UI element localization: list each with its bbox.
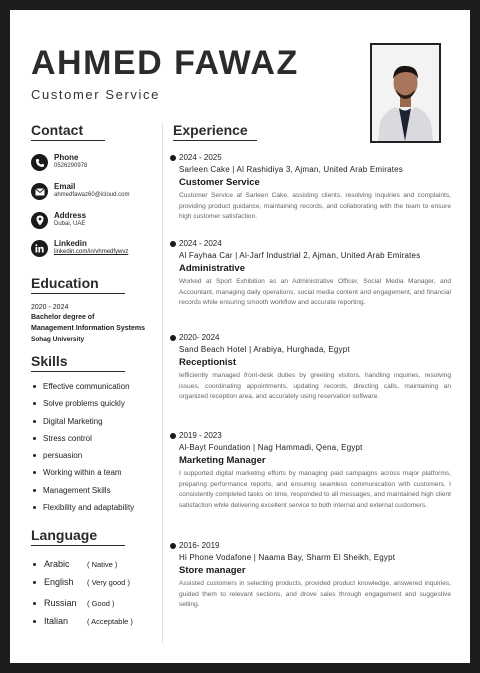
skills-heading: Skills [31,353,68,369]
education-degree: Bachelor degree of [31,314,95,321]
experience-company: Sand Beach Hotel | Arabiya, Hurghada, Egypt [179,345,350,354]
linkedin-icon [31,240,48,257]
resume-page [10,10,470,663]
experience-description: Worked at Sport Exhibition as an Administrative Officer, Social Media Manager, and Accountant, managing daily operations, social media content and engagement, and financial records while ensuring smooth workflow and accurate reporting. [179,278,451,306]
address-value: Dubai, UAE [54,221,86,227]
experience-date: 2024 - 2024 [179,239,222,248]
envelope-icon [31,183,48,200]
language-name: Russian [44,598,77,608]
education-school: Sohag University [31,336,85,343]
language-name: English [44,577,74,587]
phone-label: Phone [54,153,79,162]
bullet-icon [33,602,36,605]
timeline-dot [170,241,176,247]
experience-company: Al Fayhaa Car | Al-Jarf Industrial 2, Ajman, United Arab Emirates [179,251,421,260]
email-label: Email [54,182,76,191]
experience-date: 2019 - 2023 [179,431,222,440]
experience-date: 2016- 2019 [179,541,220,550]
timeline-dot [170,543,176,549]
experience-description: Iefficiently managed front-desk duties by greeting visitors, handling inquiries, resolving issues, coordinating appointments, updating records, directing calls, maintaining an organized reception area, and accurately using reservation software. [179,372,451,400]
skill-item: Working within a team [30,467,134,484]
experience-description: I supported digital marketing efforts by managing paid campaigns across major platforms, preparing performance reports, and ensuring seamless communication with customers. I consistently completed tasks on time, responded to all messages, and maintained high client satisfaction while delivering excellent service to both internal and external customers. [179,470,451,509]
contact-heading: Contact [31,122,84,138]
language-heading: Language [31,527,98,543]
phone-value[interactable]: 0526290978 [54,163,88,169]
skill-item: Flexibility and adaptability [30,502,134,519]
experience-title: Customer Service [179,177,260,188]
language-level: ( Native ) [87,560,118,569]
linkedin-link[interactable]: linkedin.com/in/vhmedfywvz [54,249,129,255]
skill-item: Management Skills [30,485,134,502]
skill-item: persuasion [30,450,134,467]
skill-item: Solve problems quickly [30,398,134,415]
experience-description: Assisted customers in selecting products, provided product knowledge, answered inquiries, guided them to relevant sections, and drove sales through engagement and suggestive selling. [179,580,451,608]
candidate-name: AHMED FAWAZ [31,44,299,82]
address-label: Address [54,211,87,220]
timeline-dot [170,335,176,341]
skill-item: Effective communication [30,381,134,398]
experience-company: Sarleen Cake | Al Rashidiya 3, Ajman, United Arab Emirates [179,165,404,174]
education-heading: Education [31,275,99,291]
linkedin-label: Linkedin [54,239,87,248]
experience-title: Administrative [179,263,245,274]
experience-title: Store manager [179,565,246,576]
experience-company: Hi Phone Vodafone | Naama Bay, Sharm El Sheikh, Egypt [179,553,396,562]
language-name: Arabic [44,559,70,569]
experience-company: Al-Bayt Foundation | Nag Hammadi, Qena, Egypt [179,443,363,452]
language-level: ( Acceptable ) [87,617,133,626]
portrait-image [372,45,439,141]
experience-title: Receptionist [179,357,237,368]
contact-divider [31,140,105,141]
column-divider [162,123,163,643]
experience-divider [173,140,257,141]
language-name: Italian [44,616,69,626]
skill-item: Digital Marketing [30,416,134,433]
experience-title: Marketing Manager [179,455,266,466]
timeline-dot [170,155,176,161]
language-level: ( Good ) [87,599,115,608]
email-value[interactable]: ahmedfawaz60@icloud.com [54,192,130,198]
candidate-role: Customer Service [31,87,160,102]
profile-photo [370,43,441,143]
location-pin-icon [31,212,48,229]
education-major: Management Information Systems [31,325,145,332]
experience-heading: Experience [173,122,248,138]
education-years: 2020 - 2024 [31,304,69,311]
timeline-dot [170,433,176,439]
bullet-icon [33,581,36,584]
skills-divider [31,371,125,372]
phone-icon [31,154,48,171]
language-divider [31,545,125,546]
bullet-icon [33,620,36,623]
language-level: ( Very good ) [87,578,130,587]
experience-date: 2020- 2024 [179,333,220,342]
bullet-icon [33,563,36,566]
experience-description: Customer Service at Sarleen Cake, assisting clients, resolving inquiries and complaints, providing product guidance, maintaining records, and collaborating with the team to ensure high customer satisfaction. [179,192,451,220]
skill-item: Stress control [30,433,134,450]
education-divider [31,293,125,294]
experience-date: 2024 - 2025 [179,153,222,162]
skills-list [30,381,134,519]
